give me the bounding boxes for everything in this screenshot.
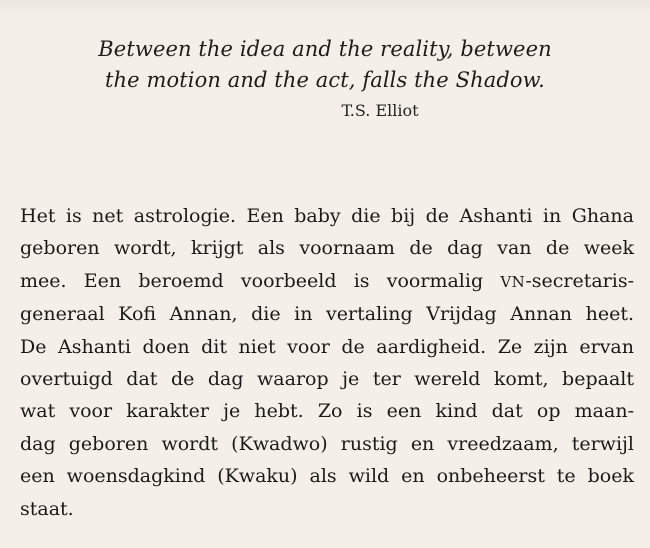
vn-smallcaps: VN [500, 272, 526, 291]
body-line-1: Het is net astrologie. Een baby die bij de Ashanti in Ghana [20, 205, 634, 227]
quote-line-1: Between the idea and the reality, between [98, 37, 552, 61]
body-line-7: wat voor karakter je hebt. Zo is een kind dat op maan- [20, 400, 634, 423]
body-line-5: De Ashanti doen dit niet voor de aardigheid. Ze zijn ervan [20, 335, 634, 358]
page-top-edge [0, 0, 650, 14]
body-line-9: een woensdagkind (Kwaku) als wild en onbeheerst te boek [20, 465, 634, 488]
body-line-10: staat. [20, 497, 74, 520]
epigraph-quote [0, 34, 650, 96]
body-line-4: generaal Kofi Annan, die in vertaling Vrijdag Annan heet. [20, 303, 634, 326]
body-line-8: dag geboren wordt (Kwadwo) rustig en vreedzaam, terwijl [20, 432, 634, 455]
body-line-6: overtuigd dat de dag waarop je ter wereld komt, bepaalt [20, 368, 634, 391]
epigraph [0, 34, 650, 122]
body-line-2: geboren wordt, krijgt als voornaam de dag van de week [20, 237, 634, 260]
body-line-3-tail: -secretaris- [525, 269, 634, 292]
body-line-3 [20, 265, 634, 298]
body-line-3-text: mee. Een beroemd voorbeeld is voormalig [20, 269, 484, 292]
quote-line-2: the motion and the act, falls the Shadow. [105, 68, 545, 92]
epigraph-attribution: T.S. Elliot [341, 101, 419, 120]
body-paragraph [20, 200, 640, 525]
